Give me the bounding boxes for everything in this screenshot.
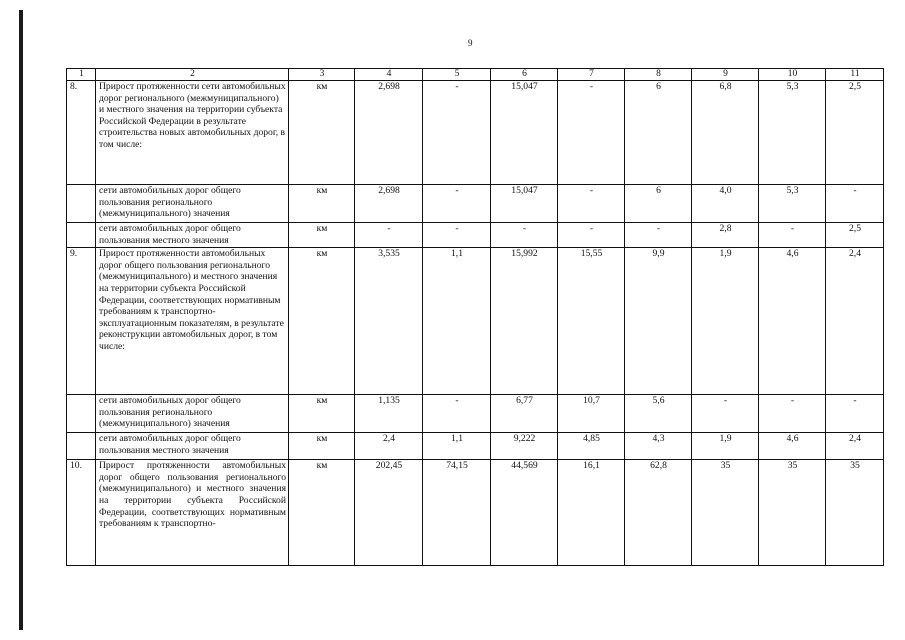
row-value: 15,55 [558, 248, 625, 395]
row-value: 5,3 [759, 81, 826, 185]
column-header: 9 [692, 69, 759, 81]
row-value: - [558, 223, 625, 248]
row-number [67, 223, 96, 248]
row-number [67, 433, 96, 460]
column-header: 2 [96, 69, 289, 81]
row-description: сети автомобильных дорог общего пользования местного значения [96, 433, 289, 460]
row-value: 6,77 [491, 395, 558, 433]
row-number [67, 395, 96, 433]
table-row [67, 223, 884, 248]
row-unit: км [289, 395, 355, 433]
row-value: 2,4 [355, 433, 423, 460]
column-header: 1 [67, 69, 96, 81]
row-value: 15,047 [491, 81, 558, 185]
row-value: - [759, 223, 826, 248]
row-description: Прирост протяженности сети автомобильных дорог регионального (межмуниципального) и местного значения на территории субъекта Российской Федерации в результате строительства новых автомобильных дорог, в том числе: [96, 81, 289, 185]
row-value: - [759, 395, 826, 433]
row-unit: км [289, 460, 355, 566]
row-unit: км [289, 185, 355, 223]
row-value: 10,7 [558, 395, 625, 433]
row-description: сети автомобильных дорог общего пользования регионального (межмуниципального) значения [96, 395, 289, 433]
row-value: 1,1 [423, 248, 491, 395]
row-unit: км [289, 81, 355, 185]
column-header: 3 [289, 69, 355, 81]
row-value: 5,3 [759, 185, 826, 223]
row-value: 15,047 [491, 185, 558, 223]
row-value: - [826, 395, 884, 433]
column-header: 11 [826, 69, 884, 81]
row-value: 4,6 [759, 433, 826, 460]
table-row [67, 185, 884, 223]
row-value: - [491, 223, 558, 248]
row-value: 4,3 [625, 433, 692, 460]
row-value: 74,15 [423, 460, 491, 566]
column-number-row [67, 69, 884, 81]
row-value: 2,8 [692, 223, 759, 248]
table-row [67, 248, 884, 395]
row-value: 15,992 [491, 248, 558, 395]
row-value: 35 [826, 460, 884, 566]
row-value: - [423, 395, 491, 433]
row-unit: км [289, 433, 355, 460]
column-header: 8 [625, 69, 692, 81]
row-value: 2,4 [826, 433, 884, 460]
row-value: 44,569 [491, 460, 558, 566]
row-number: 10. [67, 460, 96, 566]
row-number [67, 185, 96, 223]
row-value: 16,1 [558, 460, 625, 566]
row-unit: км [289, 248, 355, 395]
row-value: - [423, 185, 491, 223]
row-unit: км [289, 223, 355, 248]
table-row [67, 460, 884, 566]
row-value: - [423, 81, 491, 185]
row-value: 1,1 [423, 433, 491, 460]
row-number: 9. [67, 248, 96, 395]
row-value: - [625, 223, 692, 248]
column-header: 5 [423, 69, 491, 81]
row-number: 8. [67, 81, 96, 185]
table-row [67, 433, 884, 460]
row-value: 2,698 [355, 185, 423, 223]
row-value: 9,9 [625, 248, 692, 395]
table-row [67, 81, 884, 185]
row-value: 62,8 [625, 460, 692, 566]
column-header: 6 [491, 69, 558, 81]
row-value: 1,9 [692, 433, 759, 460]
row-value: 3,535 [355, 248, 423, 395]
row-description: Прирост протяженности автомобильных дорог общего пользования регионального (межмуниципального) и местного значения на территории субъекта Российской Федерации, соответствующих нормативным требованиям к транспортно-эксплуатационным показателям, в результате реконструкции автомобильных дорог, в том числе: [96, 248, 289, 395]
row-value: 6 [625, 81, 692, 185]
row-value: 5,6 [625, 395, 692, 433]
row-value: 9,222 [491, 433, 558, 460]
row-value: - [826, 185, 884, 223]
row-value: 4,85 [558, 433, 625, 460]
row-value: 2,4 [826, 248, 884, 395]
row-value: 4,6 [759, 248, 826, 395]
row-value: 1,9 [692, 248, 759, 395]
row-value: 35 [759, 460, 826, 566]
row-description: Прирост протяженности автомобильных дорог общего пользования регионального (межмуниципального) и местного значения на территории субъекта Российской Федерации, соответствующих нормативным требованиям к транспортно- [96, 460, 289, 566]
row-value: - [558, 81, 625, 185]
row-value: 1,135 [355, 395, 423, 433]
row-value: - [355, 223, 423, 248]
row-value: - [558, 185, 625, 223]
row-value: 2,698 [355, 81, 423, 185]
left-border-line [19, 10, 23, 630]
row-value: - [692, 395, 759, 433]
indicators-table [66, 68, 884, 566]
column-header: 7 [558, 69, 625, 81]
table-row [67, 395, 884, 433]
column-header: 4 [355, 69, 423, 81]
page-number: 9 [468, 38, 473, 48]
row-value: 202,45 [355, 460, 423, 566]
row-value: 35 [692, 460, 759, 566]
column-header: 10 [759, 69, 826, 81]
row-description: сети автомобильных дорог общего пользования регионального (межмуниципального) значения [96, 185, 289, 223]
row-value: 4,0 [692, 185, 759, 223]
row-value: 2,5 [826, 223, 884, 248]
row-value: 6,8 [692, 81, 759, 185]
row-description: сети автомобильных дорог общего пользования местного значения [96, 223, 289, 248]
row-value: 6 [625, 185, 692, 223]
row-value: 2,5 [826, 81, 884, 185]
row-value: - [423, 223, 491, 248]
